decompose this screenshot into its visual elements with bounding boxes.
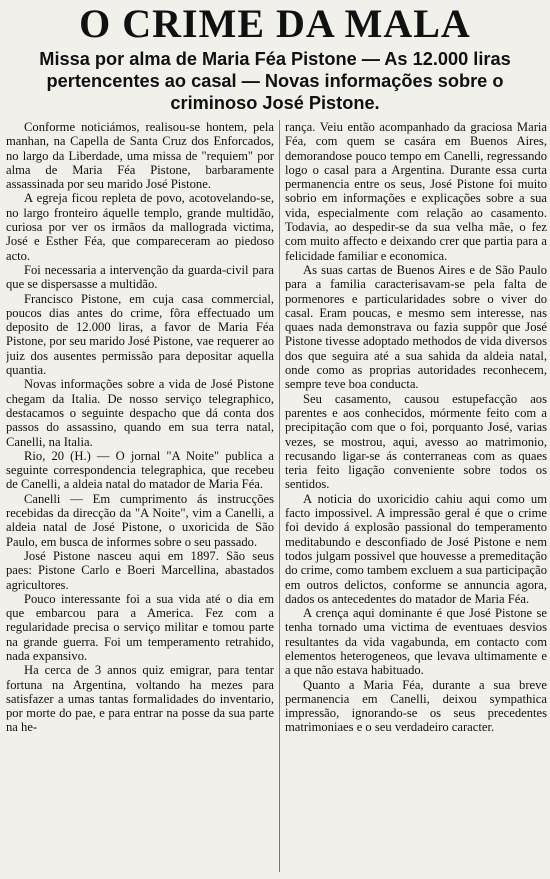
column-divider [279, 120, 280, 872]
headline: O CRIME DA MALA [79, 1, 471, 46]
paragraph: A noticia do uxoricidio cahiu aqui como um facto impossivel. A impressão geral é que o crime foi devido á explosão passional do temperamento meditabundo e desconfiado de José Pistone e nem todos julgam possivel que houvesse a premeditação do crime, como tambem excluem a sua participação em outros delictos, conforme se annuncia agora, dados os antecedentes do matador de Maria Féa. [285, 491, 547, 606]
paragraph: Canelli — Em cumprimento ás instrucções recebidas da direcção da "A Noite", vim a Canelli, a aldeia natal de José Pistone, o uxoricida de São Paulo, em busca de informes sobre o seu passado. [6, 491, 274, 549]
paragraph: Foi necessaria a intervenção da guarda-civil para que se dispersasse a multidão. [6, 262, 274, 292]
paragraph: rança. Veiu então acompanhado da graciosa Maria Féa, com quem se casára em Buenos Aires, demorandose pouco tempo em Canelli, regressando logo o casal para a Argentina. Durante essa curta permanencia entre os seus, José Pistone foi muito sobrio em informações e explicações sobre a sua vida, especialmente com relação ao casamento. Todavia, ao despedir-se da sua velha mãe, o fez com muito affecto e deixando crer que partia para a felicidade familiar e economica. [285, 120, 547, 263]
paragraph: Novas informações sobre a vida de José Pistone chegam da Italia. De nosso serviço telegraphico, destacamos o seguinte despacho que dá conta dos passos do assassino, quando em sua terra natal, Canelli, na Italia. [6, 377, 274, 449]
paragraph: José Pistone nasceu aqui em 1897. São seus paes: Pistone Carlo e Boeri Marcellina, abastados agricultores. [6, 548, 274, 592]
paragraph: Pouco interessante foi a sua vida até o dia em que embarcou para a America. Fez com a regularidade precisa o serviço militar e tomou parte na grande guerra. Foi um temperamento retrahido, nada expansivo. [6, 591, 274, 663]
paragraph: A egreja ficou repleta de povo, acotovelando-se, no largo fronteiro áquelle templo, grande multidão, curiosa por ver os irmãos da mallograda victima, José e Esther Féa, que compareceram ao piedoso acto. [6, 191, 274, 263]
paragraph: Rio, 20 (H.) — O jornal "A Noite" publica a seguinte correspondencia telegraphica, que recebeu de Canelli, a aldeia natal do matador de Maria Féa. [6, 448, 274, 492]
left-column [6, 120, 274, 876]
paragraph: Francisco Pistone, em cuja casa commercial, poucos dias antes do crime, fôra effectuado um deposito de 12.000 liras, a favor de Maria Féa Pistone, por seu marido José Pistone, vae requerer ao juiz dos ausentes permissão para depositar aquella quantia. [6, 291, 274, 378]
paragraph: Ha cerca de 3 annos quiz emigrar, para tentar fortuna na Argentina, voltando ha mezes para satisfazer a umas tantas formalidades do inventario, por morte do pae, e para entrar na posse da sua parte na he- [6, 663, 274, 735]
subheadline: Missa por alma de Maria Féa Pistone — As 12.000 liras pertencentes ao casal — Novas informações sobre o criminoso José Pistone. [39, 49, 511, 113]
paragraph: Conforme noticiámos, realisou-se hontem, pela manhan, na Capella de Santa Cruz dos Enforcados, no largo da Liberdade, uma missa de "requiem" por alma de Maria Féa Pistone, barbaramente assassinada por seu marido José Pistone. [6, 120, 274, 192]
paragraph: As suas cartas de Buenos Aires e de São Paulo para a familia caracterisavam-se pela falta de pormenores e particularidades sobre o viver do casal. Eram poucas, e mesmo sem interesse, nas quaes nada demonstrava ou fazia suppôr que José Pistone tivesse adoptado methodos de vida diversos dos que seguira até a sua sahida da aldeia natal, onde como as proprias autoridades reconhecem, sempre teve boa conducta. [285, 262, 547, 392]
paragraph: Seu casamento, causou estupefacção aos parentes e aos conhecidos, mórmente feito com a precipitação com que o foi, porquanto José, varias vezes, se mostrou, aqui, avesso ao matrimonio, recusando ligar-se ás conterraneas com as quaes teria feito ligação conveniente sobre todos os sentidos. [285, 391, 547, 492]
right-column [285, 120, 547, 876]
paragraph: A crença aqui dominante é que José Pistone se tenha tornado uma victima de eventuaes desvios resultantes da vida vagabunda, em contacto com elementos heterogeneos, que levava ultimamente e a que não estava habituado. [285, 606, 547, 678]
paragraph: Quanto a Maria Féa, durante a sua breve permanencia em Canelli, deixou sympathica impressão, ignorando-se os seus precedentes matrimoniaes e o seu verdadeiro caracter. [285, 677, 547, 735]
